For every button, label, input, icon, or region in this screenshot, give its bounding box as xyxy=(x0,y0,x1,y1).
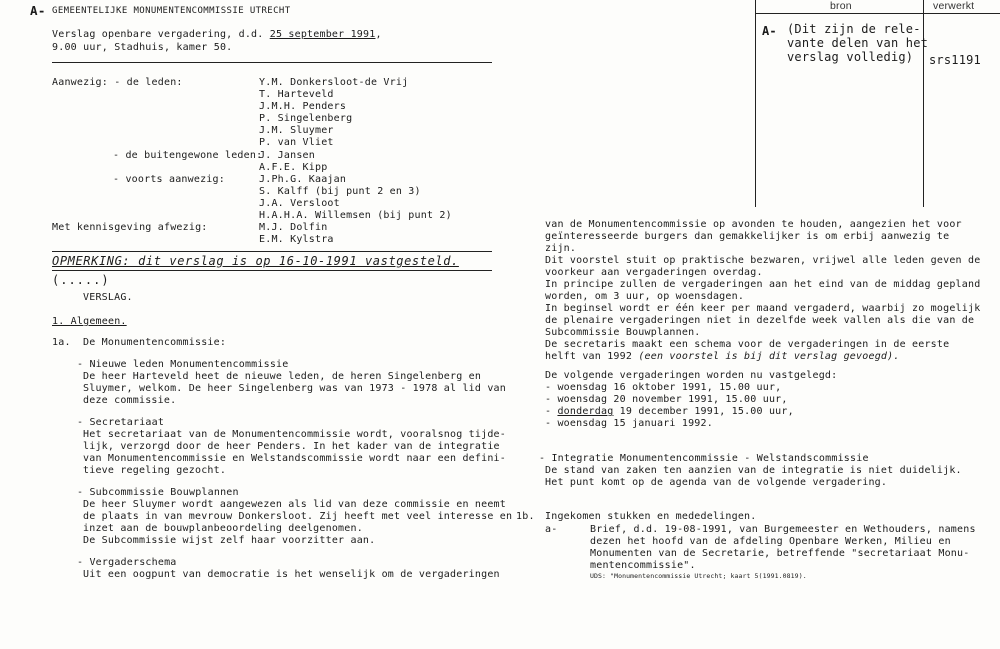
member: T. Harteveld xyxy=(259,89,334,100)
subsection-number: 1a. xyxy=(52,337,71,348)
item-text-line: inzet aan de bouwplanbeoordeling deelgenomen. xyxy=(83,523,363,534)
brief-text-line: Monumenten van de Secretarie, betreffende "secretariaat Monu- xyxy=(590,548,970,559)
meeting-date-item: - donderdag 19 december 1991, 15.00 uur, xyxy=(545,406,794,417)
absent-member: M.J. Dolfin xyxy=(259,222,328,233)
member: P. Singelenberg xyxy=(259,113,353,124)
also-present: H.A.H.A. Willemsen (bij punt 2) xyxy=(259,210,452,221)
right-text-line: de plenaire vergaderingen niet in dezelfde week vallen als die van de xyxy=(545,315,975,326)
meeting-line-1: Verslag openbare vergadering, d.d. 25 september 1991, xyxy=(52,29,382,40)
right-text-line: helft van 1992 (een voorstel is bij dit verslag gevoegd). xyxy=(545,351,900,362)
item-title: - Vergaderschema xyxy=(77,557,177,568)
extra-members-label: - de buitengewone leden: xyxy=(113,150,263,161)
verwerkt-label: verwerkt xyxy=(933,0,975,12)
right-text-line: De secretaris maakt een schema voor de vergaderingen in de eerste xyxy=(545,339,950,350)
item-title: - Secretariaat xyxy=(77,417,165,428)
remark: OPMERKING: dit verslag is op 16-10-1991 vastgesteld. xyxy=(52,254,459,268)
member: Y.M. Donkersloot-de Vrij xyxy=(259,77,409,88)
subsection-title: Ingekomen stukken en mededelingen. xyxy=(545,511,757,522)
right-text-line: Dit voorstel stuit op praktische bezwaren, vrijwel alle leden geven de xyxy=(545,255,981,266)
stamp-note-line: verslag volledig) xyxy=(787,50,914,64)
also-present-label: - voorts aanwezig: xyxy=(113,174,225,185)
right-text-line: worden, om 3 uur, op woensdagen. xyxy=(545,291,745,302)
verslag-heading: VERSLAG. xyxy=(83,292,133,303)
absent-label: Met kennisgeving afwezig: xyxy=(52,222,208,233)
item-title: - Integratie Monumentencommissie - Welstandscommissie xyxy=(539,453,869,464)
subsection-title: De Monumentencommissie: xyxy=(83,337,227,348)
meetings-intro: De volgende vergaderingen worden nu vastgelegd: xyxy=(545,370,838,381)
doc-title: GEMEENTELIJKE MONUMENTENCOMMISSIE UTRECHT xyxy=(52,6,291,16)
member: P. van Vliet xyxy=(259,137,334,148)
right-text-line: De stand van zaken ten aanzien van de integratie is niet duidelijk. xyxy=(545,465,962,476)
item-text-line: De heer Sluymer wordt aangewezen als lid van deze commissie en neemt xyxy=(83,499,506,510)
brief-text-line: Brief, d.d. 19-08-1991, van Burgemeester en Wethouders, namens xyxy=(590,524,976,535)
right-text-line: Het punt komt op de agenda van de volgende vergadering. xyxy=(545,477,888,488)
item-text-line: Uit een oogpunt van democratie is het wenselijk om de vergaderingen xyxy=(83,569,500,580)
right-text-line: In beginsel wordt er één keer per maand vergaderd, waarbij zo mogelijk xyxy=(545,303,981,314)
right-text-line: zijn. xyxy=(545,243,577,254)
uds-reference: UDS: "Monumentencommissie Utrecht; kaart 5(1991.0819). xyxy=(590,572,807,580)
present-label: Aanwezig: - de leden: xyxy=(52,77,183,88)
member: J.M.H. Penders xyxy=(259,101,347,112)
meeting-date-item: - woensdag 20 november 1991, 15.00 uur, xyxy=(545,394,788,405)
item-title: - Subcommissie Bouwplannen xyxy=(77,487,239,498)
item-text-line: De heer Harteveld heet de nieuwe leden, de heren Singelenberg en xyxy=(83,371,482,382)
stamp-prefix: A- xyxy=(762,24,777,38)
bron-label: bron xyxy=(830,0,852,12)
meeting-date-item: - woensdag 15 januari 1992. xyxy=(545,418,713,429)
item-text-line: De Subcommissie wijst zelf haar voorzitter aan. xyxy=(83,535,376,546)
stamp-code: srs1191 xyxy=(929,53,981,67)
right-text-line: In principe zullen de vergaderingen aan het eind van de middag gepland xyxy=(545,279,981,290)
brief-text-line: dezen het hoofd van de afdeling Openbare Werken, Milieu en xyxy=(590,536,951,547)
item-text-line: lijk, verzorgd door de heer Penders. In het kader van de integratie xyxy=(83,441,500,452)
extra-member: J. Jansen xyxy=(259,150,315,161)
right-text-line: geïnteresseerde burgers dan gemakkelijker is om erbij aanwezig te xyxy=(545,231,950,242)
also-present: S. Kalff (bij punt 2 en 3) xyxy=(259,186,421,197)
item-text-line: van Monumentencommissie en Welstandscommissie wordt naar een defini- xyxy=(83,453,506,464)
header-prefix: A- xyxy=(30,3,46,18)
also-present: J.Ph.G. Kaajan xyxy=(259,174,347,185)
extra-member: A.F.E. Kipp xyxy=(259,162,328,173)
right-text-line: voorkeur aan vergaderingen overdag. xyxy=(545,267,763,278)
proposal-note: (een voorstel is bij dit verslag gevoegd). xyxy=(638,351,900,362)
item-text-line: Sluymer, welkom. De heer Singelenberg was van 1973 - 1978 al lid van xyxy=(83,383,506,394)
section-heading: 1. Algemeen. xyxy=(52,316,127,327)
stamp-note-line: (Dit zijn de rele- xyxy=(787,22,921,36)
brief-text-line: mentencommissie". xyxy=(590,560,696,571)
ellipsis: (.....) xyxy=(52,273,110,287)
member: J.M. Sluymer xyxy=(259,125,334,136)
meeting-date: 25 september 1991 xyxy=(269,29,376,40)
right-text-line: Subcommissie Bouwplannen. xyxy=(545,327,701,338)
item-text-line: deze commissie. xyxy=(83,395,177,406)
item-text-line: Het secretariaat van de Monumentencommissie wordt, vooralsnog tijde- xyxy=(83,429,506,440)
subsection-number: 1b. xyxy=(516,511,535,522)
item-text-line: de plaats in van mevrouw Donkersloot. Zij heeft met veel interesse en xyxy=(83,511,513,522)
right-text-line: van de Monumentencommissie op avonden te houden, aangezien het voor xyxy=(545,219,962,230)
also-present: J.A. Versloot xyxy=(259,198,340,209)
absent-member: E.M. Kylstra xyxy=(259,234,334,245)
item-title: - Nieuwe leden Monumentencommissie xyxy=(77,359,289,370)
meeting-date-item: - woensdag 16 oktober 1991, 15.00 uur, xyxy=(545,382,782,393)
meeting-line-2: 9.00 uur, Stadhuis, kamer 50. xyxy=(52,42,233,53)
item-text-line: tieve regeling gezocht. xyxy=(83,465,227,476)
stamp-note-line: vante delen van het xyxy=(787,36,929,50)
brief-marker: a- xyxy=(545,524,558,535)
